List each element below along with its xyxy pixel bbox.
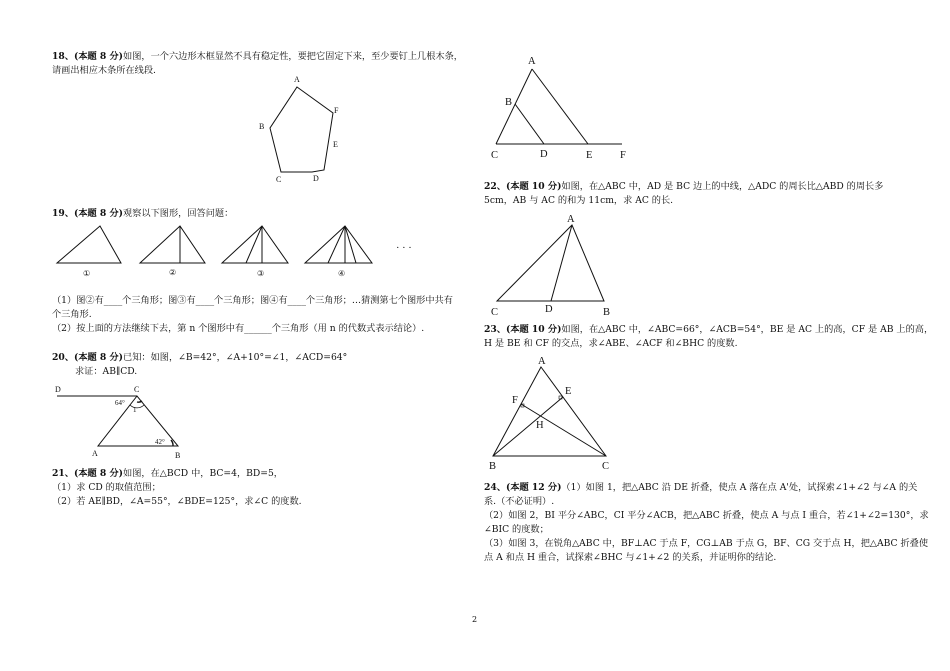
tr-label-a: A [528,56,536,67]
q24-number: 24、(本题 12 分) [484,482,562,493]
q24-line5: （3）如图 3，在锐角△ABC 中，BF⊥AC 于点 F，CG⊥AB 于点 G，BF、CG 交于点 H，把△ABC 折叠使 [484,538,929,549]
q19-question-2: （2）按上面的方法继续下去，第 n 个图形中有______个三角形（用 n 的代数式表示结论）. [52,323,425,334]
altitude-be [493,397,563,456]
q23-number: 23、(本题 10 分) [484,324,562,335]
q20-label-c: C [134,385,140,394]
hex-label-e: E [333,140,338,149]
q24-line1 [484,481,917,495]
q24-line4: ∠BIC 的度数； [484,524,549,535]
q24-line6: 点 A 和点 H 重合，试探索∠BHC 与∠1+∠2 的关系，并证明你的结论. [484,552,777,563]
q18-text: 如图，一个六边形木框显然不具有稳定性，要把它固定下来，至少要钉上几根木条， [123,51,463,62]
q23-label-c: C [602,461,610,472]
q19-intro: 观察以下图形，回答问题： [123,208,234,219]
hex-label-a: A [294,75,300,84]
hex-label-c: C [276,175,282,184]
q23-label-e: E [565,386,572,397]
q20-intro: 已知：如图，∠B=42°，∠A+10°=∠1，∠ACD=64° [123,352,348,363]
q22-number: 22、(本题 10 分) [484,181,562,192]
seq-ellipsis: · · · [396,243,412,254]
q20-label-1: 1 [133,406,137,414]
tr-label-b: B [505,97,513,108]
q20-label-64: 64° [115,399,125,407]
q20-label-42: 42° [155,438,165,446]
tr-label-e: E [586,150,593,161]
hex-label-f: F [334,106,339,115]
seq-label-3: ③ [257,269,265,278]
altitude-cf [521,404,606,456]
hex-label-d: D [313,174,319,183]
q19-question-1: （1）图②有____个三角形；图③有____个三角形；图④有____个三角形；…猜测第七个图形中共有 [52,295,453,306]
seq-label-1: ① [83,269,91,278]
seq-label-4: ④ [338,269,346,278]
q23-label-b: B [489,461,497,472]
hex-label-b: B [259,122,265,131]
q22-label-a: A [567,214,575,225]
q22-label-c: C [491,307,499,318]
q20-number: 20、(本题 8 分) [52,352,124,363]
q21-part2: （2）若 AE∥BD，∠A=55°，∠BDE=125°，求∠C 的度数. [52,496,302,507]
q19-question-1-cont: 个三角形. [52,309,92,320]
q20-label-a: A [92,449,98,458]
page-number: 2 [472,615,478,624]
q20-label-d: D [55,385,61,394]
q23-label-h: H [536,420,544,431]
q22-label-d: D [545,304,553,315]
q23-text: 如图，在△ABC 中，∠ABC=66°，∠ACB=54°，BE 是 AC 上的高，CF 是 AB 上的高， [561,324,934,335]
seq-label-2: ② [169,268,177,277]
q20-prove: 求证：AB∥CD. [75,366,138,377]
q22-text: 如图，在△ABC 中，AD 是 BC 边上的中线，△ADC 的周长比△ABD 的周长多 [561,181,884,192]
q24-line2: 系.（不必证明）. [484,496,555,507]
q23-label-f: F [512,395,518,406]
q23-line2: H 是 BE 和 CF 的交点，求∠ABE、∠ACF 和∠BHC 的度数. [484,338,738,349]
q21-part1: （1）求 CD 的取值范围； [52,482,161,493]
q22-label-b: B [603,307,611,318]
q24-text: （1）如图 1，把△ABC 沿 DE 折叠，使点 A 落在点 A'处，试探索∠1+∠2 与∠A 的关 [561,482,918,493]
tr-label-d: D [540,149,548,160]
q20-label-b: B [175,451,181,460]
q18-number: 18、(本题 8 分) [52,51,124,62]
q24-line3: （2）如图 2，BI 平分∠ABC，CI 平分∠ACB，把△ABC 折叠，使点 A 与点 I 重合，若∠1+∠2=130°，求 [484,510,929,521]
q22-line2: 5cm，AB 与 AC 的和为 11cm，求 AC 的长. [484,195,674,206]
q21-number: 21、(本题 8 分) [52,468,124,479]
triangle-abc-q23 [493,367,606,456]
q18-line2: 请画出相应木条所在线段. [52,65,156,76]
tr-label-c: C [491,150,499,161]
q19-number: 19、(本题 8 分) [52,208,124,219]
q21-intro: 如图，在△BCD 中，BC=4，BD=5， [123,468,283,479]
tr-label-f: F [620,150,626,161]
q23-label-a: A [538,356,546,367]
